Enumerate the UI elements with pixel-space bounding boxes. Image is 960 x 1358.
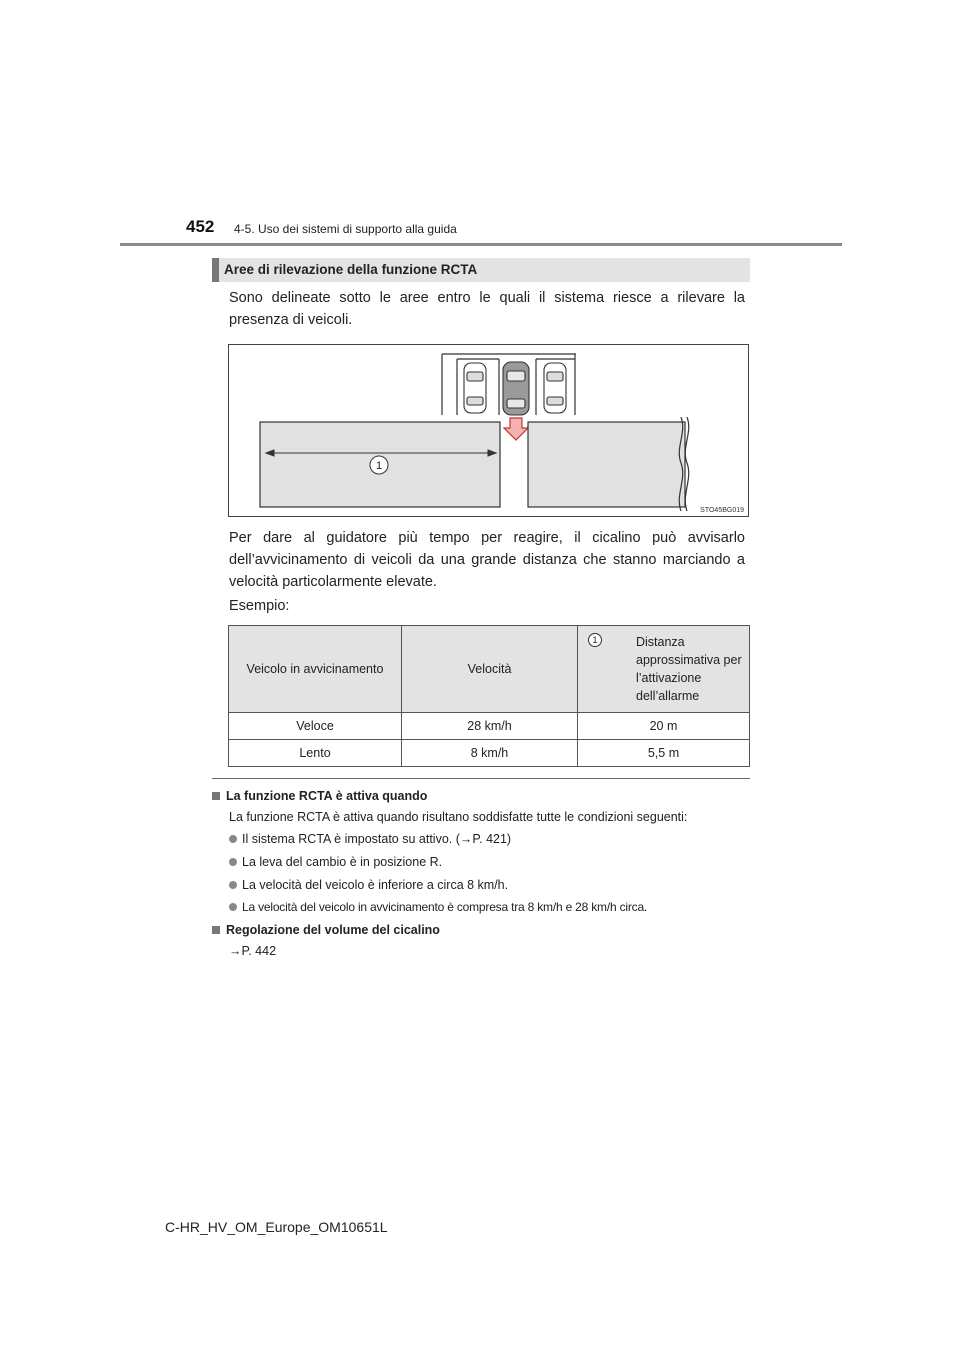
header-vehicle: Veicolo in avvicinamento xyxy=(229,626,402,713)
header-divider xyxy=(120,243,842,246)
header-distance xyxy=(578,626,750,713)
row-speed: 28 km/h xyxy=(402,713,578,740)
parked-car-right xyxy=(544,363,566,413)
notes-divider xyxy=(212,778,750,779)
detection-area-illustration xyxy=(229,345,748,516)
row-vehicle: Lento xyxy=(229,740,402,767)
note-buzzer-ref[interactable]: →P. 442 xyxy=(229,944,277,958)
list-item xyxy=(229,900,647,914)
bullet-text: La leva del cambio è in posizione R. xyxy=(242,855,443,869)
detection-zone-right xyxy=(528,422,685,507)
list-item xyxy=(229,878,508,892)
section-reference: 4-5. Uso dei sistemi di supporto alla guida xyxy=(234,222,457,236)
detection-area-diagram xyxy=(228,344,749,517)
table-header-row xyxy=(229,626,750,713)
row-distance: 5,5 m xyxy=(578,740,750,767)
circle-bullet-icon xyxy=(229,881,237,889)
explanation-paragraph: Per dare al guidatore più tempo per reagire, il cicalino può avvisarlo dell’avvicinamento di veicoli da una grande distanza che stanno marciando a velocità particolarmente elevate. xyxy=(229,530,745,590)
square-bullet-icon xyxy=(212,926,220,934)
distance-marker-label: 1 xyxy=(375,460,383,472)
note-rcta-active-text: La funzione RCTA è attiva quando risultano soddisfatte tutte le condizioni seguenti: xyxy=(229,810,688,824)
square-bullet-icon xyxy=(212,792,220,800)
own-vehicle xyxy=(503,362,529,415)
footer-document-code: C-HR_HV_OM_Europe_OM10651L xyxy=(165,1219,388,1235)
table-row xyxy=(229,713,750,740)
row-speed: 8 km/h xyxy=(402,740,578,767)
note-buzzer-title: Regolazione del volume del cicalino xyxy=(226,923,440,937)
bullet-text: La velocità del veicolo è inferiore a circa 8 km/h. xyxy=(242,878,509,892)
example-label: Esempio: xyxy=(229,598,290,614)
circle-bullet-icon xyxy=(229,858,237,866)
note-rcta-active-title: La funzione RCTA è attiva quando xyxy=(226,789,428,803)
section-title: Aree di rilevazione della funzione RCTA xyxy=(224,262,478,277)
bullet-text: La velocità del veicolo in avvicinamento è compresa tra 8 km/h e 28 km/h circa. xyxy=(242,900,648,914)
reversing-arrow xyxy=(504,418,528,440)
break-line-2 xyxy=(685,417,688,511)
note-buzzer-heading xyxy=(212,923,440,937)
header-speed: Velocità xyxy=(402,626,578,713)
row-distance: 20 m xyxy=(578,713,750,740)
diagram-code: STO45BG019 xyxy=(700,507,744,514)
table-row xyxy=(229,740,750,767)
circle-bullet-icon xyxy=(229,903,237,911)
distance-marker: 1 xyxy=(588,633,602,647)
section-heading xyxy=(212,258,750,282)
page-number: 452 xyxy=(186,217,215,236)
header-distance-label: Distanza approssimativa per l’attivazione dell’allarme xyxy=(636,635,742,703)
list-item xyxy=(229,832,511,846)
row-vehicle: Veloce xyxy=(229,713,402,740)
parked-car-left xyxy=(464,363,486,413)
bullet-text: Il sistema RCTA è impostato su attivo. (→P. 421) xyxy=(242,832,512,846)
list-item xyxy=(229,855,442,869)
heading-accent-bar xyxy=(212,258,219,282)
circle-bullet-icon xyxy=(229,835,237,843)
note-rcta-active-heading xyxy=(212,789,427,803)
activation-distance-table xyxy=(228,625,750,767)
intro-paragraph: Sono delineate sotto le aree entro le quali il sistema riesce a rilevare la presenza di veicoli. xyxy=(229,290,745,328)
